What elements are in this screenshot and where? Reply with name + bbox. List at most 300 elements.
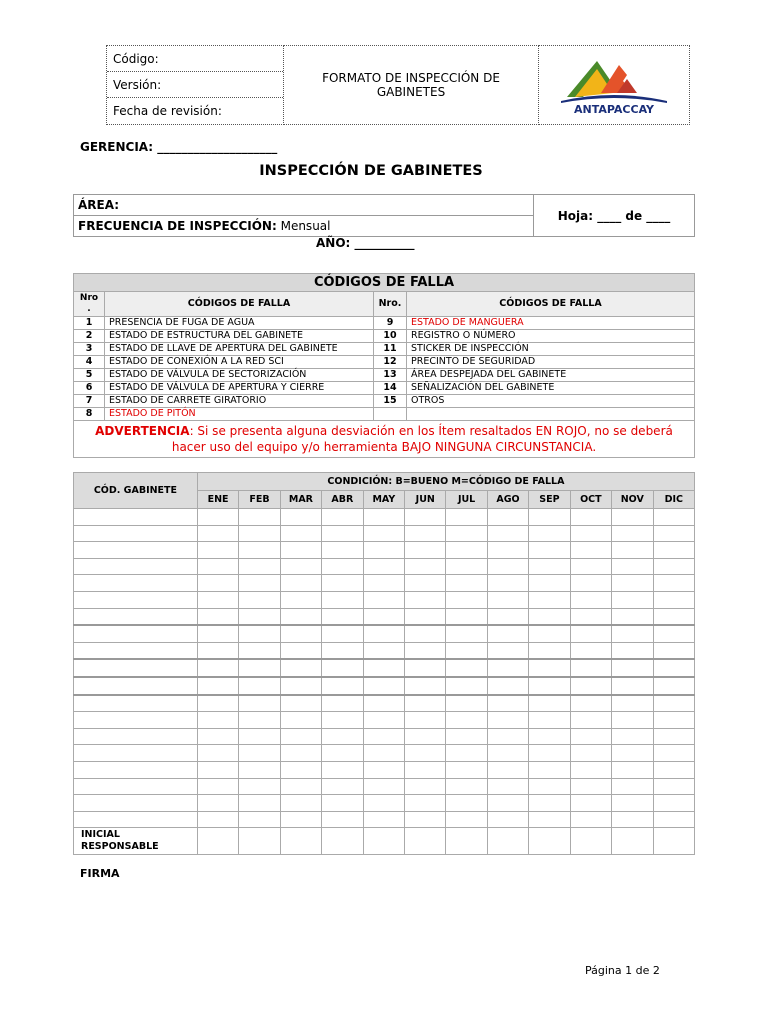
condition-cell[interactable] [280,659,322,677]
condition-cell[interactable] [280,778,322,795]
grid-row [74,745,695,762]
condition-cell[interactable] [197,677,238,695]
condition-cell[interactable] [570,745,611,762]
inicial-cell[interactable] [280,828,322,855]
inspection-grid [73,472,695,855]
condition-cell[interactable] [570,625,611,642]
condition-cell[interactable] [280,712,322,729]
condition-cell[interactable] [405,608,446,625]
condition-cell[interactable] [570,509,611,526]
codigo-number: 10 [374,330,407,343]
logo-text: ANTAPACCAY [573,102,655,116]
inicial-cell[interactable] [570,828,611,855]
cod-gabinete-cell[interactable] [74,778,198,795]
warning-label: ADVERTENCIA [95,424,190,438]
condition-cell[interactable] [280,575,322,592]
condition-cell[interactable] [197,591,238,608]
condition-cell[interactable] [653,778,694,795]
condition-cell[interactable] [322,745,363,762]
inicial-cell[interactable] [363,828,404,855]
condition-cell[interactable] [197,728,238,745]
condition-cell[interactable] [405,811,446,828]
grid-row [74,591,695,608]
condition-cell[interactable] [363,677,404,695]
condition-cell[interactable] [197,795,238,812]
condition-cell[interactable] [405,659,446,677]
condition-cell[interactable] [239,761,280,778]
inicial-cell[interactable] [322,828,363,855]
condition-cell[interactable] [239,642,280,659]
month-header-nov: NOV [612,491,653,509]
condition-cell[interactable] [529,525,570,542]
condition-cell[interactable] [570,591,611,608]
codigo-text: ESTADO DE VÁLVULA DE SECTORIZACIÓN [105,369,374,382]
condition-cell[interactable] [570,659,611,677]
condition-cell[interactable] [280,608,322,625]
condition-cell[interactable] [612,525,653,542]
condition-cell[interactable] [612,659,653,677]
condition-cell[interactable] [322,778,363,795]
condition-cell[interactable] [653,575,694,592]
grid-row [74,608,695,625]
condition-cell[interactable] [570,542,611,559]
condition-cell[interactable] [446,558,487,575]
condition-cell[interactable] [612,558,653,575]
cod-gabinete-cell[interactable] [74,712,198,729]
condition-cell[interactable] [446,608,487,625]
condition-cell[interactable] [197,745,238,762]
condition-cell[interactable] [570,728,611,745]
condition-cell[interactable] [487,778,528,795]
condition-cell[interactable] [529,642,570,659]
condition-cell[interactable] [322,575,363,592]
condition-cell[interactable] [653,728,694,745]
condition-cell[interactable] [529,591,570,608]
condition-cell[interactable] [322,642,363,659]
condition-cell[interactable] [239,695,280,712]
codigo-number: 9 [374,317,407,330]
month-header-ago: AGO [487,491,528,509]
condition-cell[interactable] [446,728,487,745]
condition-cell[interactable] [529,811,570,828]
condition-cell[interactable] [612,575,653,592]
condition-cell[interactable] [363,608,404,625]
condition-cell[interactable] [487,811,528,828]
condition-cell[interactable] [653,591,694,608]
antapaccay-logo-icon [557,51,671,117]
cod-gabinete-cell[interactable] [74,677,198,695]
condition-cell[interactable] [446,677,487,695]
condition-cell[interactable] [405,745,446,762]
page-number: Página 1 de 2 [585,964,660,977]
condition-cell[interactable] [239,712,280,729]
cod-gabinete-cell[interactable] [74,659,198,677]
condition-cell[interactable] [363,542,404,559]
condition-cell[interactable] [653,795,694,812]
codigo-text: ESTADO DE CARRETE GIRATORIO [105,395,374,408]
responsable-label: RESPONSABLE [81,841,159,853]
condition-cell[interactable] [197,525,238,542]
condition-cell[interactable] [529,677,570,695]
codigos-body [74,317,695,421]
condition-cell[interactable] [280,642,322,659]
condition-cell[interactable] [487,509,528,526]
condition-cell[interactable] [405,625,446,642]
condition-cell[interactable] [363,659,404,677]
condition-cell[interactable] [570,525,611,542]
condition-cell[interactable] [239,745,280,762]
condition-cell[interactable] [487,575,528,592]
condition-cell[interactable] [487,677,528,695]
grid-row [74,642,695,659]
condition-cell[interactable] [239,591,280,608]
condition-cell[interactable] [612,761,653,778]
condition-cell[interactable] [529,778,570,795]
condition-cell[interactable] [197,608,238,625]
condition-cell[interactable] [612,509,653,526]
cod-gabinete-cell[interactable] [74,811,198,828]
condition-cell[interactable] [239,778,280,795]
condition-cell[interactable] [487,795,528,812]
condition-cell[interactable] [239,542,280,559]
condition-cell[interactable] [197,625,238,642]
frecuencia-value: Mensual [280,219,331,233]
condition-cell[interactable] [446,761,487,778]
condition-cell[interactable] [363,558,404,575]
condition-cell[interactable] [653,811,694,828]
condition-cell[interactable] [363,591,404,608]
condition-cell[interactable] [322,677,363,695]
frecuencia-row [74,216,534,237]
condition-cell[interactable] [239,575,280,592]
condition-cell[interactable] [280,695,322,712]
ano-field: AÑO: __________ [316,236,415,250]
condition-cell[interactable] [322,525,363,542]
condition-cell[interactable] [239,677,280,695]
condition-cell[interactable] [446,778,487,795]
condition-cell[interactable] [487,745,528,762]
condition-cell[interactable] [612,625,653,642]
inicial-cell[interactable] [529,828,570,855]
condition-cell[interactable] [197,695,238,712]
condition-cell[interactable] [529,608,570,625]
condition-cell[interactable] [322,625,363,642]
codigo-text: ESTADO DE LLAVE DE APERTURA DEL GABINETE [105,343,374,356]
cod-gabinete-cell[interactable] [74,728,198,745]
condition-cell[interactable] [197,509,238,526]
condition-cell[interactable] [363,575,404,592]
condition-cell[interactable] [487,608,528,625]
codigo-text: SEÑALIZACIÓN DEL GABINETE [407,382,695,395]
condition-cell[interactable] [653,625,694,642]
hoja-text: Hoja: ____ de ____ [557,208,671,223]
condition-cell[interactable] [446,642,487,659]
cod-gabinete-cell[interactable] [74,608,198,625]
condition-cell[interactable] [197,778,238,795]
condition-cell[interactable] [280,795,322,812]
condition-cell[interactable] [653,525,694,542]
condition-cell[interactable] [446,575,487,592]
condition-cell[interactable] [239,509,280,526]
condition-cell[interactable] [570,558,611,575]
inicial-cell[interactable] [446,828,487,855]
cod-gabinete-cell[interactable] [74,575,198,592]
condition-cell[interactable] [529,625,570,642]
condition-cell[interactable] [653,659,694,677]
inicial-responsable-row [74,828,695,855]
cod-gabinete-cell[interactable] [74,745,198,762]
condition-cell[interactable] [322,542,363,559]
condition-cell[interactable] [405,642,446,659]
condition-cell[interactable] [612,811,653,828]
condition-cell[interactable] [653,761,694,778]
cod-gabinete-cell[interactable] [74,761,198,778]
condition-cell[interactable] [239,659,280,677]
condition-cell[interactable] [280,558,322,575]
cod-gabinete-cell[interactable] [74,558,198,575]
condition-cell[interactable] [570,712,611,729]
condition-cell[interactable] [612,728,653,745]
condition-cell[interactable] [446,525,487,542]
month-header-mar: MAR [280,491,322,509]
condition-cell[interactable] [405,712,446,729]
condition-cell[interactable] [487,695,528,712]
condition-cell[interactable] [653,558,694,575]
condition-cell[interactable] [529,558,570,575]
condition-cell[interactable] [280,745,322,762]
condition-cell[interactable] [363,778,404,795]
condition-cell[interactable] [405,677,446,695]
condition-cell[interactable] [446,542,487,559]
condition-cell[interactable] [653,745,694,762]
condition-cell[interactable] [322,712,363,729]
condition-cell[interactable] [446,811,487,828]
codigo-number: 1 [74,317,105,330]
codigo-number: 12 [374,356,407,369]
condition-cell[interactable] [280,625,322,642]
condition-cell[interactable] [405,558,446,575]
condition-cell[interactable] [612,677,653,695]
condition-cell[interactable] [487,659,528,677]
condition-cell[interactable] [612,642,653,659]
condition-cell[interactable] [405,509,446,526]
condition-cell[interactable] [363,625,404,642]
condition-cell[interactable] [446,659,487,677]
condition-cell[interactable] [653,712,694,729]
condition-cell[interactable] [363,642,404,659]
cod-gabinete-cell[interactable] [74,695,198,712]
condition-cell[interactable] [363,795,404,812]
cod-gabinete-cell[interactable] [74,509,198,526]
cod-gabinete-cell[interactable] [74,591,198,608]
condition-cell[interactable] [653,642,694,659]
condition-cell[interactable] [322,811,363,828]
condition-cell[interactable] [280,811,322,828]
condition-cell[interactable] [446,591,487,608]
condition-cell[interactable] [197,642,238,659]
condition-cell[interactable] [570,811,611,828]
condition-cell[interactable] [405,591,446,608]
condition-cell[interactable] [322,695,363,712]
condition-cell[interactable] [446,625,487,642]
condition-cell[interactable] [239,625,280,642]
condition-cell[interactable] [570,575,611,592]
condition-cell[interactable] [363,745,404,762]
condition-cell[interactable] [280,591,322,608]
condition-cell[interactable] [570,778,611,795]
condition-cell[interactable] [653,509,694,526]
condition-cell[interactable] [363,712,404,729]
condition-cell[interactable] [570,761,611,778]
condition-cell[interactable] [529,542,570,559]
condition-cell[interactable] [487,761,528,778]
condition-cell[interactable] [653,677,694,695]
grid-row [74,795,695,812]
month-header-may: MAY [363,491,404,509]
condition-cell[interactable] [653,695,694,712]
condition-cell[interactable] [570,695,611,712]
condition-cell[interactable] [529,745,570,762]
grid-row [74,659,695,677]
condition-cell[interactable] [197,659,238,677]
condition-cell[interactable] [487,542,528,559]
grid-row [74,677,695,695]
condition-cell[interactable] [487,712,528,729]
inicial-cell[interactable] [612,828,653,855]
month-header-sep: SEP [529,491,570,509]
condition-cell[interactable] [529,761,570,778]
condition-cell[interactable] [322,558,363,575]
condition-cell[interactable] [405,542,446,559]
condition-cell[interactable] [363,811,404,828]
condition-cell[interactable] [529,659,570,677]
condition-cell[interactable] [487,558,528,575]
condition-cell[interactable] [405,761,446,778]
cod-gabinete-cell[interactable] [74,542,198,559]
condition-cell[interactable] [612,608,653,625]
condition-cell[interactable] [197,712,238,729]
codigo-number: 2 [74,330,105,343]
fecha-revision-label: Fecha de revisión: [113,104,222,118]
cod-gabinete-cell[interactable] [74,795,198,812]
company-logo [539,46,690,125]
condition-cell[interactable] [322,728,363,745]
condition-cell[interactable] [529,575,570,592]
form-title: FORMATO DE INSPECCIÓN DE GABINETES [284,46,539,125]
condition-cell[interactable] [239,558,280,575]
condition-cell[interactable] [405,728,446,745]
condition-cell[interactable] [363,728,404,745]
inicial-cell[interactable] [405,828,446,855]
condition-cell[interactable] [363,509,404,526]
cod-gabinete-cell[interactable] [74,642,198,659]
condition-cell[interactable] [280,542,322,559]
condition-cell[interactable] [280,728,322,745]
inicial-cell[interactable] [239,828,280,855]
condition-cell[interactable] [612,795,653,812]
condition-cell[interactable] [570,608,611,625]
condition-cell[interactable] [612,591,653,608]
condition-cell[interactable] [322,509,363,526]
condition-cell[interactable] [405,695,446,712]
condition-cell[interactable] [322,591,363,608]
condition-cell[interactable] [197,575,238,592]
cod-gabinete-cell[interactable] [74,525,198,542]
condition-cell[interactable] [529,712,570,729]
codigo-text: REGISTRO O NÚMERO [407,330,695,343]
condition-cell[interactable] [239,795,280,812]
condition-cell[interactable] [280,677,322,695]
condition-cell[interactable] [446,712,487,729]
condition-cell[interactable] [612,542,653,559]
condition-cell[interactable] [487,728,528,745]
condition-cell[interactable] [322,795,363,812]
condition-cell[interactable] [446,695,487,712]
condition-cell[interactable] [612,712,653,729]
condition-cell[interactable] [239,728,280,745]
condition-cell[interactable] [653,608,694,625]
condition-cell[interactable] [405,795,446,812]
condition-cell[interactable] [529,728,570,745]
condition-cell[interactable] [239,525,280,542]
condition-cell[interactable] [363,695,404,712]
inicial-cell[interactable] [197,828,238,855]
area-label: ÁREA: [74,195,534,216]
condition-cell[interactable] [487,525,528,542]
condition-cell[interactable] [653,542,694,559]
cod-gabinete-cell[interactable] [74,625,198,642]
condition-cell[interactable] [239,608,280,625]
condition-cell[interactable] [570,795,611,812]
condition-cell[interactable] [446,509,487,526]
condition-cell[interactable] [487,642,528,659]
condition-cell[interactable] [363,761,404,778]
condition-cell[interactable] [280,761,322,778]
condition-cell[interactable] [570,677,611,695]
condition-cell[interactable] [570,642,611,659]
condition-cell[interactable] [280,509,322,526]
condition-cell[interactable] [239,811,280,828]
condition-cell[interactable] [405,778,446,795]
condition-cell[interactable] [446,795,487,812]
condition-cell[interactable] [446,745,487,762]
condition-cell[interactable] [487,625,528,642]
codigo-label: Código: [107,46,283,72]
condition-cell[interactable] [487,591,528,608]
condition-cell[interactable] [529,795,570,812]
condition-cell[interactable] [405,575,446,592]
inicial-cell[interactable] [653,828,694,855]
condition-cell[interactable] [529,695,570,712]
condition-cell[interactable] [612,745,653,762]
condition-cell[interactable] [405,525,446,542]
condition-cell[interactable] [197,558,238,575]
condition-cell[interactable] [197,811,238,828]
warning-cell [74,421,695,458]
condition-cell[interactable] [322,659,363,677]
condition-cell[interactable] [322,608,363,625]
condition-cell[interactable] [197,542,238,559]
condition-cell[interactable] [197,761,238,778]
condition-cell[interactable] [280,525,322,542]
condition-cell[interactable] [322,761,363,778]
condition-cell[interactable] [363,525,404,542]
condition-cell[interactable] [529,509,570,526]
condition-cell[interactable] [612,695,653,712]
inicial-cell[interactable] [487,828,528,855]
condition-cell[interactable] [612,778,653,795]
codigo-number: 5 [74,369,105,382]
